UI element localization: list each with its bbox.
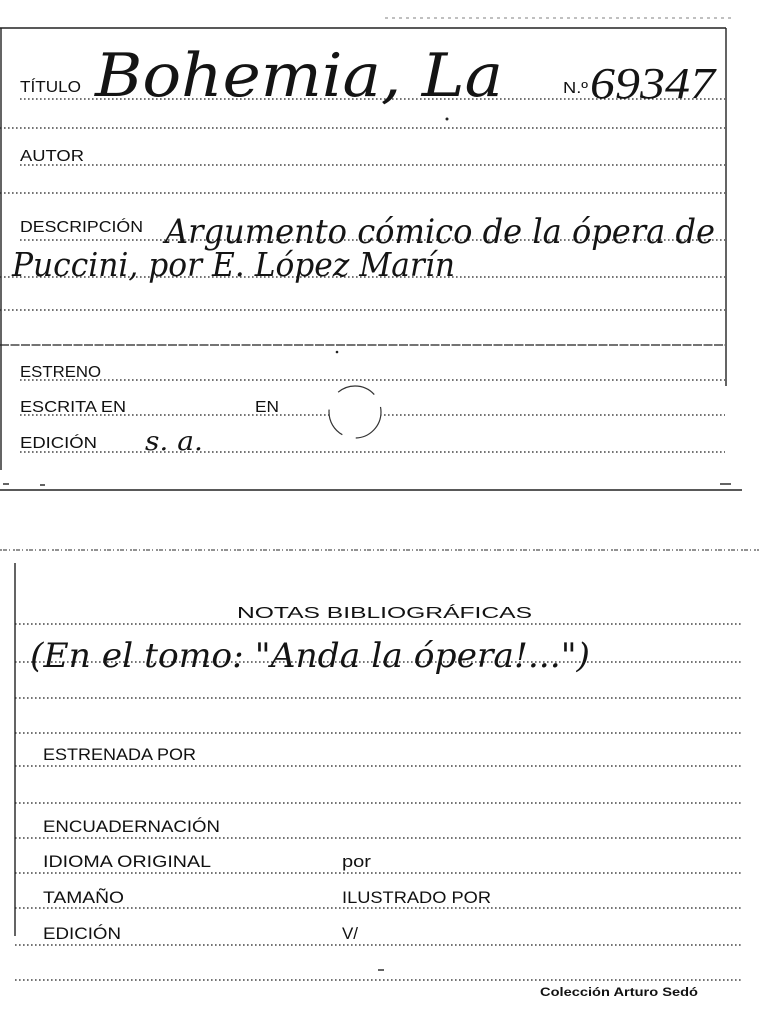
number-handwritten: 69347 bbox=[590, 59, 718, 108]
premiered-by-label: ESTRENADA POR bbox=[43, 745, 196, 764]
original-language-label: IDIOMA ORIGINAL bbox=[43, 852, 211, 871]
notes-heading: NOTAS BIBLIOGRÁFICAS bbox=[237, 605, 429, 622]
vb-label: V/ bbox=[342, 924, 359, 943]
description-handwritten-line1: Argumento cómico de la ópera de bbox=[162, 212, 715, 252]
punch-hole bbox=[329, 386, 381, 438]
size-label: TAMAÑO bbox=[43, 888, 124, 907]
written-in-label: ESCRITA EN bbox=[20, 399, 127, 416]
edition-label-back: EDICIÓN bbox=[43, 924, 122, 943]
premiere-label: ESTRENO bbox=[20, 364, 101, 381]
illustrated-by-label: ILUSTRADO POR bbox=[342, 888, 491, 907]
notes-handwritten: (En el tomo: "Anda la ópera!...") bbox=[30, 636, 590, 676]
by-label: por bbox=[342, 852, 372, 871]
author-label: AUTOR bbox=[20, 148, 84, 165]
description-handwritten-line2: Puccini, por E. López Marín bbox=[11, 245, 456, 284]
title-label: TÍTULO bbox=[20, 79, 77, 96]
description-label: DESCRIPCIÓN bbox=[20, 219, 132, 236]
scan-speck bbox=[446, 118, 449, 121]
collection-credit: Colección Arturo Sedó bbox=[540, 985, 698, 999]
number-label: N.º bbox=[563, 80, 589, 97]
edition-label: EDICIÓN bbox=[20, 435, 87, 452]
title-handwritten: Bohemia, La bbox=[93, 41, 503, 111]
scan-speck bbox=[336, 351, 339, 354]
in-label: EN bbox=[255, 399, 279, 416]
edition-handwritten: s. a. bbox=[145, 427, 203, 457]
binding-label: ENCUADERNACIÓN bbox=[43, 817, 220, 836]
